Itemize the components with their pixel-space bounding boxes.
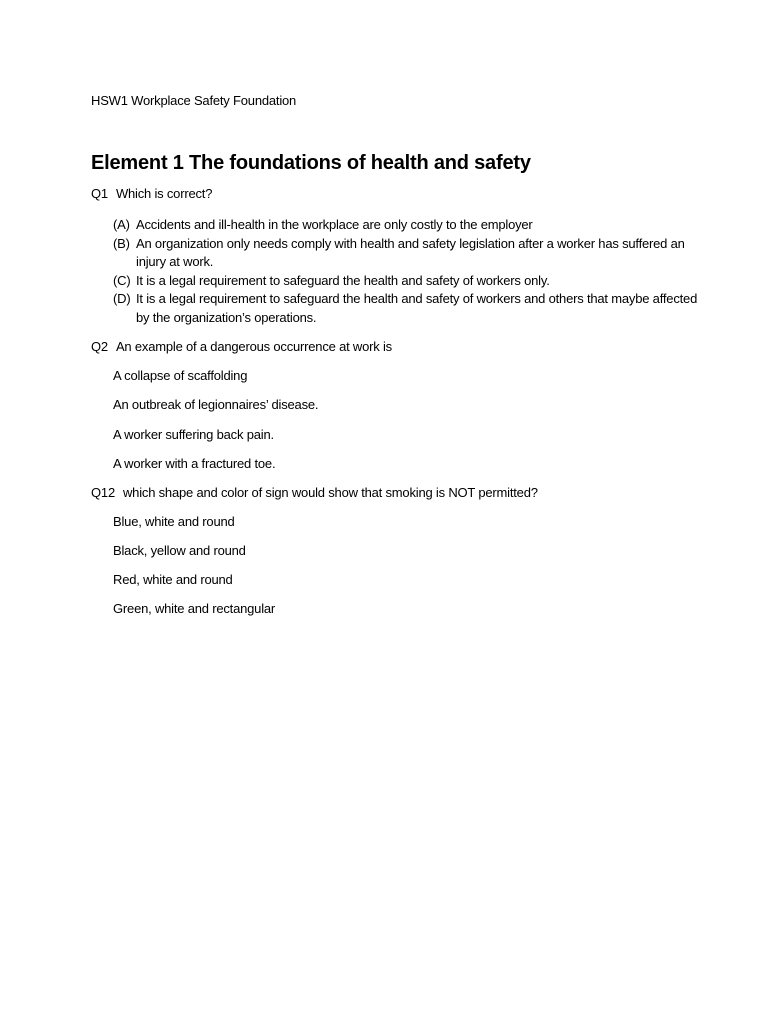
q1-options-list: [113, 216, 713, 328]
option-letter: (D): [113, 291, 131, 307]
q12-answer-3: Red, white and round: [113, 572, 233, 587]
question-q1: [91, 185, 212, 203]
option-text: An organization only needs comply with health and safety legislation after a worker has suffered an injury at work.: [136, 235, 685, 270]
option-text: It is a legal requirement to safeguard the health and safety of workers and others that maybe affected by the organization’s operations.: [136, 291, 698, 325]
option-letter: (A): [113, 217, 130, 232]
question-text: Which is correct?: [115, 186, 213, 201]
q2-answer-2: An outbreak of legionnaires’ disease.: [113, 397, 319, 412]
q2-answer-4: A worker with a fractured toe.: [113, 456, 276, 471]
question-q2: [91, 338, 392, 356]
question-text: An example of a dangerous occurrence at work is: [115, 339, 392, 354]
q12-answer-2: Black, yellow and round: [113, 543, 246, 558]
option-c: [113, 272, 713, 291]
option-d: [113, 290, 713, 327]
element-title: Element 1 The foundations of health and safety: [91, 152, 531, 174]
option-text: It is a legal requirement to safeguard the health and safety of workers only.: [136, 272, 550, 288]
question-number: Q2: [91, 339, 108, 354]
q12-answer-4: Green, white and rectangular: [113, 601, 276, 616]
option-letter: (C): [113, 272, 131, 288]
question-text: which shape and color of sign would show that smoking is NOT permitted?: [122, 485, 538, 500]
option-a: [113, 216, 713, 235]
option-letter: (B): [113, 235, 130, 251]
q2-answer-1: A collapse of scaffolding: [113, 368, 248, 383]
question-number: Q12: [91, 485, 115, 500]
q12-answer-1: Blue, white and round: [113, 514, 235, 529]
question-number: Q1: [91, 186, 108, 201]
option-text: Accidents and ill-health in the workplace are only costly to the employer: [136, 217, 533, 232]
document-header: HSW1 Workplace Safety Foundation: [91, 93, 297, 108]
option-b: [113, 235, 713, 272]
q2-answer-3: A worker suffering back pain.: [113, 427, 274, 442]
question-q12: [91, 484, 538, 502]
